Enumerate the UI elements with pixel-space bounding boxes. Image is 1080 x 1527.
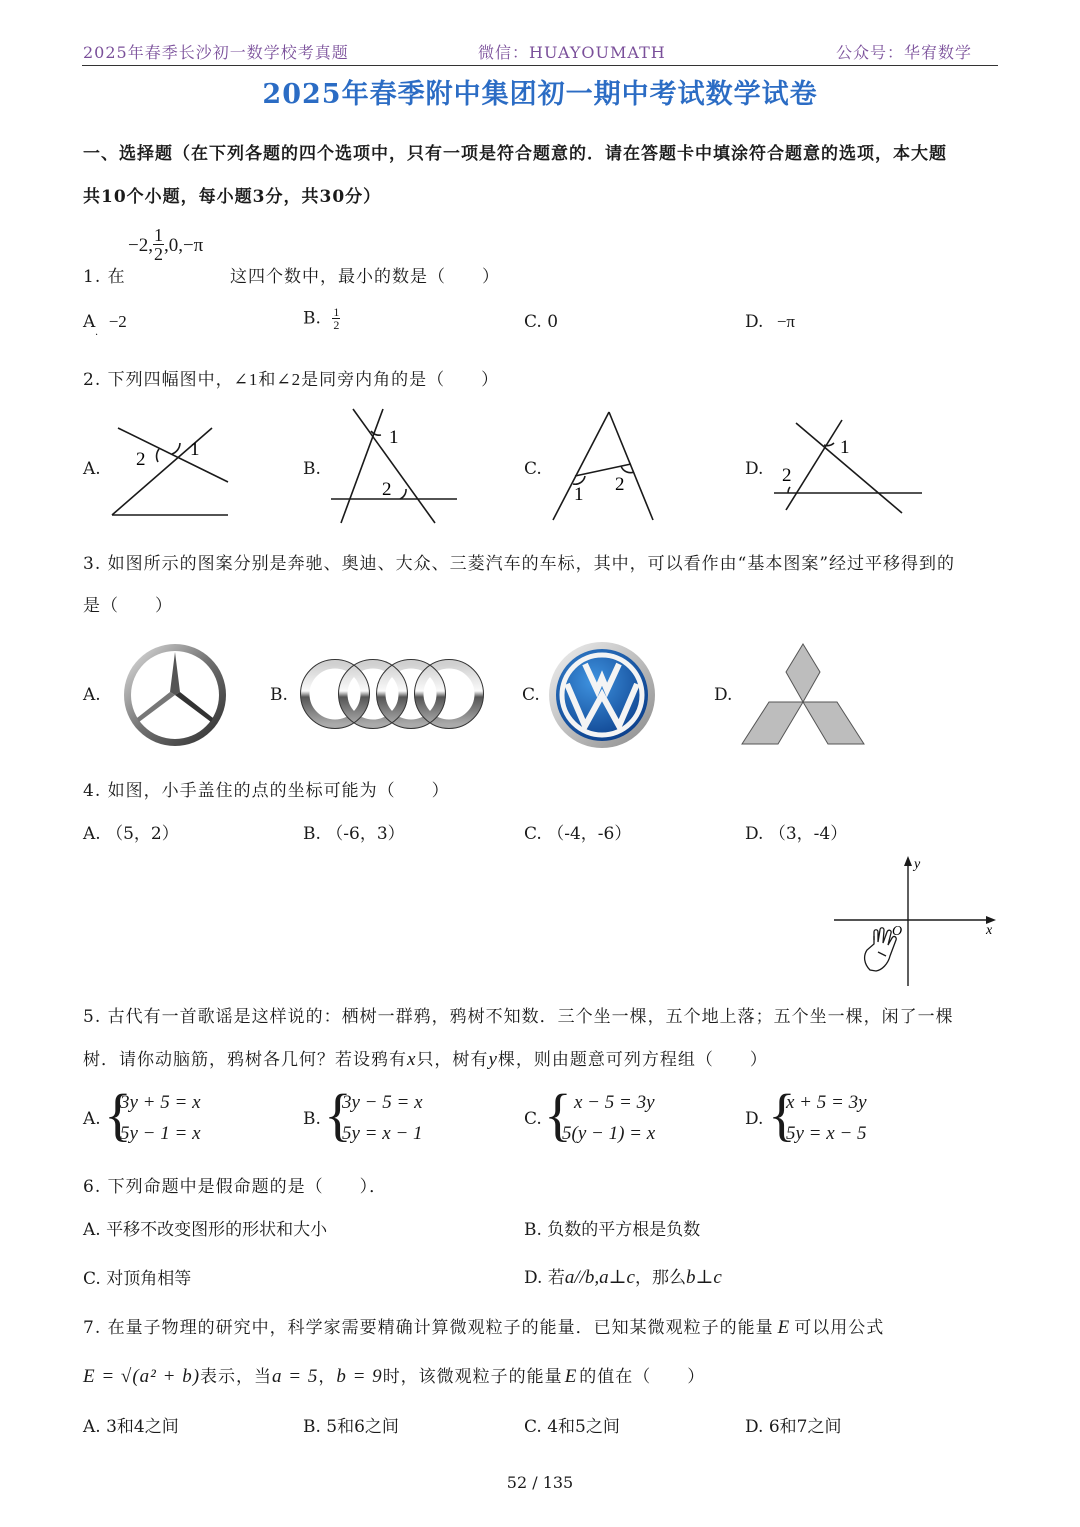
q2-figure-c [545, 410, 665, 525]
mercedes-logo [120, 640, 230, 750]
q2-label-c[interactable]: C. [524, 459, 542, 479]
q1-option-b[interactable]: B. $\frac{1}{2}$ [303, 305, 340, 332]
section-heading-line2: 共10个小题，每小题3分，共30分） [83, 187, 382, 207]
question-2: 2. 下列四幅图中，∠1和∠2是同旁内角的是（ ） [83, 370, 500, 390]
question-3-line1: 3. 如图所示的图案分别是奔驰、奥迪、大众、三菱汽车的车标，其中，可以看作由“基本图案”经过平移得到的 [83, 554, 956, 574]
svg-text:1: 1 [389, 427, 399, 448]
svg-text:O: O [892, 924, 903, 939]
svg-text:2: 2 [136, 449, 146, 470]
svg-text:y: y [914, 857, 921, 872]
question-7-line2: E = √(a² + b)表示，当a = 5，b = 9时，该微观粒子的能量 E 的值在（ ） [83, 1366, 706, 1387]
q4-option-d[interactable]: D. （3，-4） [745, 824, 848, 844]
q2-label-a[interactable]: A. [83, 459, 101, 479]
q1-option-a[interactable]: A −2 [83, 312, 127, 332]
q1-text: 这四个数中，最小的数是（ ） [230, 267, 500, 287]
svg-text:2: 2 [382, 479, 392, 500]
q4-option-a[interactable]: A. （5，2） [83, 824, 179, 844]
q4-option-b[interactable]: B. （-6，3） [303, 824, 405, 844]
svg-text:1: 1 [840, 437, 850, 458]
page-title: 2025年春季附中集团初一期中考试数学试卷 [262, 79, 818, 110]
q1-option-c[interactable]: C. 0 [524, 312, 559, 332]
question-7-line1: 7. 在量子物理的研究中，科学家需要精确计算微观粒子的能量．已知某微观粒子的能量 E 可以用公式 [83, 1317, 885, 1338]
q5-option-c-brace: { [544, 1082, 572, 1147]
q5-option-d-system: x + 5 = 3y 5y = x − 5 [786, 1092, 867, 1144]
question-6: 6. 下列命题中是假命题的是（ ）． [83, 1177, 388, 1197]
mitsubishi-logo [740, 640, 866, 748]
q5-option-b-label[interactable]: B. [303, 1109, 321, 1129]
header-center: 微信：HUAYOUMATH [478, 43, 666, 62]
q6-option-b[interactable]: B. 负数的平方根是负数 [524, 1220, 701, 1240]
header-divider [82, 65, 998, 66]
dot-mark: · [95, 330, 99, 341]
header-right: 公众号：华宥数学 [836, 43, 973, 62]
q5-option-b-brace: { [324, 1082, 352, 1147]
q1-number: 1. 在 [83, 267, 126, 287]
question-5-line1: 5. 古代有一首歌谣是这样说的：栖树一群鸦，鸦树不知数．三个坐一棵，五个地上落；五个坐一棵，闲了一棵 [83, 1007, 954, 1027]
q1-option-d[interactable]: D. −π [745, 312, 796, 332]
svg-text:1: 1 [574, 484, 584, 505]
audi-logo [295, 652, 490, 737]
svg-text:1: 1 [190, 439, 200, 460]
q5-option-a-system: 3y + 5 = x 5y − 1 = x [120, 1092, 201, 1144]
q7-option-a[interactable]: A. 3和4之间 [83, 1417, 179, 1437]
header-left: 2025年春季长沙初一数学校考真题 [83, 43, 349, 62]
svg-text:x: x [986, 923, 993, 938]
volkswagen-logo [547, 640, 657, 750]
q5-option-d-brace: { [768, 1082, 796, 1147]
q6-option-d[interactable]: D. 若a//b,a⊥c，那么b⊥c [524, 1267, 722, 1288]
q5-option-d-label[interactable]: D. [745, 1109, 764, 1129]
svg-text:2: 2 [782, 465, 792, 486]
question-1 [83, 262, 126, 287]
q7-formula: E = √(a² + b) [83, 1366, 201, 1387]
q4-option-c[interactable]: C. （-4，-6） [524, 824, 632, 844]
q3-label-c[interactable]: C. [522, 685, 540, 705]
q3-label-b[interactable]: B. [270, 685, 288, 705]
q3-label-d[interactable]: D. [714, 685, 733, 705]
q4-coordinate-figure [830, 852, 1005, 992]
q5-option-a-brace: { [104, 1082, 132, 1147]
q3-label-a[interactable]: A. [83, 685, 101, 705]
q2-label-d[interactable]: D. [745, 459, 764, 479]
question-4: 4. 如图，小手盖住的点的坐标可能为（ ） [83, 781, 450, 801]
question-3-line2: 是（ ） [83, 596, 173, 616]
q5-option-c-label[interactable]: C. [524, 1109, 542, 1129]
q5-option-c-system: x − 5 = 3y 5(y − 1) = x [562, 1092, 656, 1144]
q5-option-b-system: 3y − 5 = x 5y = x − 1 [342, 1092, 423, 1144]
q2-figure-d [770, 415, 930, 520]
q7-option-c[interactable]: C. 4和5之间 [524, 1417, 620, 1437]
q6-option-a[interactable]: A. 平移不改变图形的形状和大小 [83, 1220, 328, 1240]
page-number: 52 / 135 [506, 1473, 574, 1492]
q1-number-set: −2, $\frac{1}{2}$ ,0,−π [128, 225, 204, 264]
q7-option-b[interactable]: B. 5和6之间 [303, 1417, 399, 1437]
section-heading-line1: 一、选择题（在下列各题的四个选项中，只有一项是符合题意的．请在答题卡中填涂符合题意的选项，本大题 [83, 144, 947, 164]
svg-text:2: 2 [615, 474, 625, 495]
q7-option-d[interactable]: D. 6和7之间 [745, 1417, 842, 1437]
q5-option-a-label[interactable]: A. [83, 1109, 101, 1129]
q2-figure-b [325, 405, 465, 527]
q2-figure-a [100, 410, 240, 525]
question-5-line2: 树．请你动脑筋，鸦树各几何？若设鸦有x只，树有y棵，则由题意可列方程组（ ） [83, 1049, 768, 1070]
q6-option-c[interactable]: C. 对顶角相等 [83, 1269, 192, 1289]
q2-label-b[interactable]: B. [303, 459, 321, 479]
